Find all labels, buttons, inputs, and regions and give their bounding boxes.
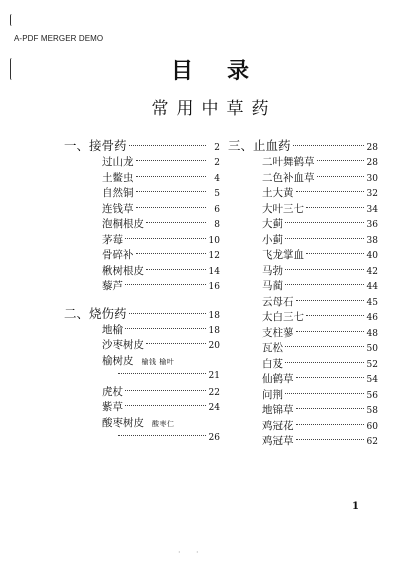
toc-section-label: 一、接骨药	[64, 138, 127, 153]
toc-entry[interactable]	[64, 400, 220, 416]
toc-entry-label: 飞龙掌血	[262, 249, 304, 261]
toc-section-label: 三、止血药	[228, 138, 291, 153]
toc-page-number: 60	[366, 421, 378, 432]
toc-page-number: 45	[366, 297, 378, 308]
toc-entry-label: 地锦草	[262, 404, 294, 416]
toc-entry[interactable]	[228, 186, 378, 202]
toc-entry-note: 酸枣仁	[152, 419, 175, 428]
toc-entry-label: 榆树皮	[102, 354, 134, 367]
toc-page-number: 38	[366, 235, 378, 246]
toc-entry-label: 瓦松	[262, 342, 283, 354]
toc-section[interactable]	[228, 137, 378, 155]
toc-entry[interactable]	[228, 310, 378, 326]
toc-entry[interactable]	[64, 338, 220, 354]
leader-dots	[296, 424, 365, 425]
toc-entry-continuation[interactable]	[64, 369, 220, 385]
toc-entry[interactable]	[228, 264, 378, 280]
leader-dots	[136, 207, 207, 208]
leader-dots	[129, 145, 206, 146]
leader-dots	[296, 439, 365, 440]
leader-dots	[285, 362, 364, 363]
toc-left-column	[64, 137, 220, 447]
leader-dots	[296, 300, 365, 301]
toc-page-number: 22	[208, 387, 220, 398]
toc-entry[interactable]	[228, 171, 378, 187]
toc-page-number: 48	[366, 328, 378, 339]
toc-entry[interactable]	[64, 354, 220, 370]
toc-page-number: 4	[214, 173, 220, 184]
toc-entry-label: 小蓟	[262, 233, 283, 246]
toc-entry[interactable]	[64, 385, 220, 401]
leader-dots	[296, 191, 365, 192]
toc-entry-label: 大蓟	[262, 218, 283, 230]
page-number: 1	[352, 501, 359, 512]
toc-entry-label: 二色补血草	[262, 171, 315, 184]
toc-entry-label: 地榆	[102, 323, 123, 336]
toc-page-number: 54	[366, 375, 378, 385]
toc-page-number: 18	[208, 310, 220, 321]
toc-page-number: 8	[214, 220, 220, 230]
leader-dots	[125, 238, 206, 239]
leader-dots	[125, 284, 206, 285]
page-subtitle: 常用中草药	[151, 99, 277, 119]
toc-entry-label: 大叶三七	[262, 202, 304, 215]
toc-entry[interactable]	[228, 403, 378, 419]
leader-dots	[285, 238, 364, 239]
toc-page-number: 56	[366, 390, 378, 401]
leader-dots	[296, 408, 365, 409]
leader-dots	[125, 405, 206, 406]
toc-page-number: 52	[366, 359, 378, 370]
toc-page-number: 36	[366, 220, 378, 230]
toc-entry[interactable]	[64, 264, 220, 280]
toc-entry-label: 楸树根皮	[102, 264, 144, 277]
toc-page-number: 50	[366, 344, 378, 354]
toc-page-number: 28	[366, 158, 378, 168]
toc-entry-label: 土鳖虫	[102, 171, 134, 184]
toc-section-label: 二、烧伤药	[64, 305, 127, 321]
toc-entry-label: 自然铜	[102, 187, 134, 199]
toc-entry-label: 马勃	[262, 264, 283, 277]
toc-entry[interactable]	[228, 279, 378, 295]
toc-entry[interactable]	[64, 202, 220, 218]
toc-entry[interactable]	[64, 323, 220, 339]
leader-dots	[296, 377, 365, 378]
toc-page-number: 28	[366, 143, 378, 153]
toc-page-number: 32	[366, 189, 378, 199]
toc-section[interactable]	[64, 137, 220, 155]
toc-entry-label: 藜芦	[102, 280, 123, 292]
leader-dots	[118, 435, 206, 436]
toc-entry[interactable]	[228, 372, 378, 388]
leader-dots	[285, 222, 364, 223]
toc-entry-label: 支柱蓼	[262, 326, 294, 339]
leader-dots	[317, 176, 365, 177]
leader-dots	[306, 253, 364, 254]
leader-dots	[285, 393, 364, 394]
leader-dots	[317, 160, 365, 161]
leader-dots	[136, 176, 207, 177]
toc-page-number: 18	[208, 325, 220, 336]
leader-dots	[146, 269, 206, 270]
leader-dots	[306, 207, 364, 208]
toc-entry-label: 鸡冠草	[262, 435, 294, 447]
toc-page-number: 20	[208, 341, 220, 351]
binding-mark-top	[10, 14, 15, 26]
toc-page-number: 2	[214, 143, 220, 153]
toc-entry-label: 二叶舞鹤草	[262, 156, 315, 168]
toc-entry[interactable]	[228, 233, 378, 249]
toc-page-number: 58	[366, 406, 378, 416]
leader-dots	[285, 346, 364, 347]
toc-entry-label: 骨碎补	[102, 249, 134, 261]
toc-page-number: 14	[208, 266, 220, 277]
leader-dots	[125, 390, 206, 391]
toc-page-number: 62	[366, 437, 378, 447]
toc-entry[interactable]	[228, 434, 378, 450]
leader-dots	[146, 222, 206, 223]
toc-entry-label: 紫草	[102, 401, 123, 413]
toc-entry-label: 连钱草	[102, 202, 134, 215]
toc-entry[interactable]	[228, 248, 378, 264]
leader-dots	[293, 145, 364, 146]
toc-page-number: 34	[366, 204, 378, 215]
leader-dots	[306, 315, 364, 316]
leader-dots	[285, 269, 364, 270]
toc-entry[interactable]	[64, 233, 220, 249]
leader-dots	[296, 331, 365, 332]
toc-page-number: 12	[208, 251, 220, 261]
toc-entry[interactable]	[228, 357, 378, 373]
toc-entry[interactable]	[228, 326, 378, 342]
toc-entry[interactable]	[228, 217, 378, 233]
toc-page-number: 24	[208, 403, 220, 413]
toc-entry[interactable]	[228, 388, 378, 404]
toc-page-number: 16	[208, 282, 220, 292]
toc-entry-label: 仙鹤草	[262, 373, 294, 385]
toc-entry[interactable]	[64, 155, 220, 171]
toc-entry-label: 酸枣树皮	[102, 416, 144, 429]
toc-entry-label: 茅莓	[102, 233, 123, 246]
toc-entry[interactable]	[228, 295, 378, 311]
toc-page-number: 21	[208, 371, 220, 381]
toc-entry-label: 问荆	[262, 388, 283, 401]
toc-page-number: 30	[366, 173, 378, 184]
toc-entry[interactable]	[64, 217, 220, 233]
toc-entry-label: 沙枣树皮	[102, 339, 144, 351]
scan-speck: ·	[196, 548, 199, 557]
toc-right-column	[228, 137, 378, 450]
toc-page-number: 5	[214, 189, 220, 199]
toc-entry[interactable]	[228, 419, 378, 435]
toc-entry-label: 马蔺	[262, 280, 283, 292]
toc-entry[interactable]	[228, 341, 378, 357]
toc-entry[interactable]	[64, 248, 220, 264]
toc-entry[interactable]	[228, 202, 378, 218]
leader-dots	[285, 284, 364, 285]
leader-dots	[136, 160, 207, 161]
toc-section[interactable]	[64, 305, 220, 323]
toc-entry[interactable]	[64, 416, 220, 432]
leader-dots	[146, 343, 206, 344]
leader-dots	[118, 373, 206, 374]
toc-entry-label: 云母石	[262, 295, 294, 308]
leader-dots	[136, 191, 207, 192]
toc-page-number: 44	[366, 282, 378, 292]
leader-dots	[129, 313, 206, 314]
toc-entry-label: 太白三七	[262, 311, 304, 323]
toc-entry-continuation[interactable]	[64, 431, 220, 447]
toc-page-number: 46	[366, 313, 378, 323]
toc-entry[interactable]	[64, 171, 220, 187]
toc-entry[interactable]	[64, 186, 220, 202]
toc-page-number: 26	[208, 433, 220, 443]
scan-speck: ·	[178, 548, 181, 557]
watermark: A-PDF MERGER DEMO	[14, 34, 104, 43]
toc-entry-label: 泡桐根皮	[102, 218, 144, 230]
toc-entry[interactable]	[228, 155, 378, 171]
toc-entry-label: 虎杖	[102, 385, 123, 398]
toc-entry[interactable]	[64, 279, 220, 295]
toc-entry-label: 白芨	[262, 357, 283, 370]
leader-dots	[125, 328, 206, 329]
toc-entry-label: 鸡冠花	[262, 419, 294, 432]
toc-page-number: 2	[214, 158, 220, 168]
toc-entry-note: 榆钱 榆叶	[141, 357, 175, 366]
page-title: 目录	[170, 58, 283, 84]
toc-page-number: 42	[366, 266, 378, 277]
toc-entry-label: 过山龙	[102, 156, 134, 168]
leader-dots	[136, 253, 207, 254]
toc-page-number: 40	[366, 251, 378, 261]
toc-entry-label: 土大黄	[262, 187, 294, 199]
toc-page-number: 10	[208, 235, 220, 246]
toc-page-number: 6	[214, 204, 220, 215]
